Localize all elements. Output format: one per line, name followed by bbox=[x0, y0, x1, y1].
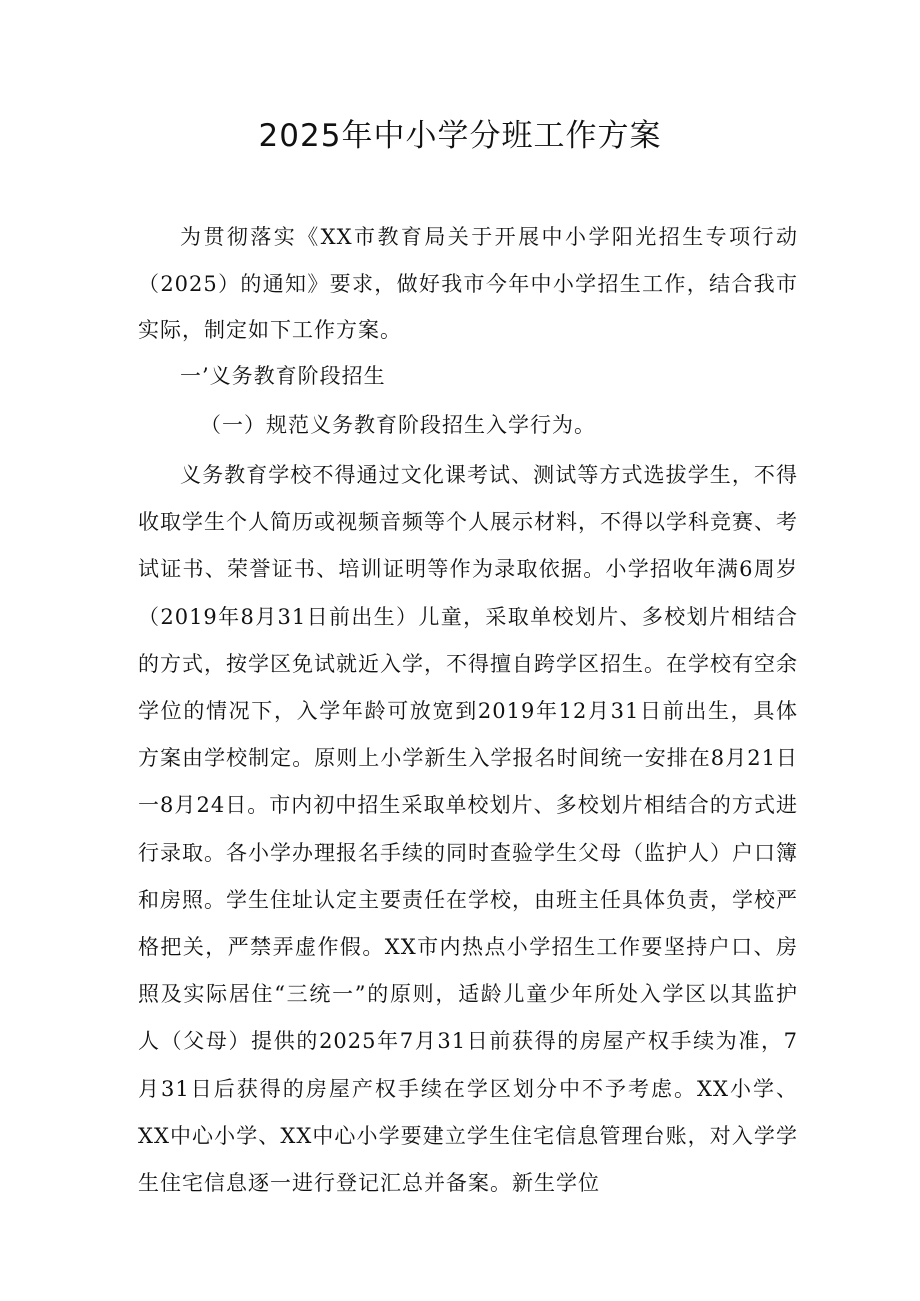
section-heading: 一’义务教育阶段招生 bbox=[180, 364, 386, 388]
subsection-heading: （一）规范义务教育阶段招生入学行为。 bbox=[200, 413, 596, 437]
intro-paragraph: 为贯彻落实《XX市教育局关于开展中小学阳光招生专项行动（2025）的通知》要求，做好我市今年中小学招生工作，结合我市实际，制定如下工作方案。 bbox=[138, 225, 798, 342]
document-title: 2025年中小学分班工作方案 bbox=[258, 118, 662, 154]
body-paragraph: 义务教育学校不得通过文化课考试、测试等方式选拔学生，不得收取学生个人简历或视频音频等个人展示材料，不得以学科竞赛、考试证书、荣誉证书、培训证明等作为录取依据。小学招收年满6周岁（2019年8月31日前出生）儿童，采取单校划片、多校划片相结合的方式，按学区免试就近入学，不得擅自跨学区招生。在学校有空余学位的情况下，入学年龄可放宽到2019年12月31日前出生，具体方案由学校制定。原则上小学新生入学报名时间统一安排在8月21日一8月24日。市内初中招生采取单校划片、多校划片相结合的方式进行录取。各小学办理报名手续的同时查验学生父母（监护人）户口簿和房照。学生住址认定主要责任在学校，由班主任具体负责，学校严格把关，严禁弄虚作假。XX市内热点小学招生工作要坚持户口、房照及实际居住“三统一”的原则，适龄儿童少年所处入学区以其监护人（父母）提供的2025年7月31日前获得的房屋产权手续为准，7月31日后获得的房屋产权手续在学区划分中不予考虑。XX小学、XX中心小学、XX中心小学要建立学生住宅信息管理台账，对入学学生住宅信息逐一进行登记汇总并备案。新生学位 bbox=[138, 463, 798, 1196]
